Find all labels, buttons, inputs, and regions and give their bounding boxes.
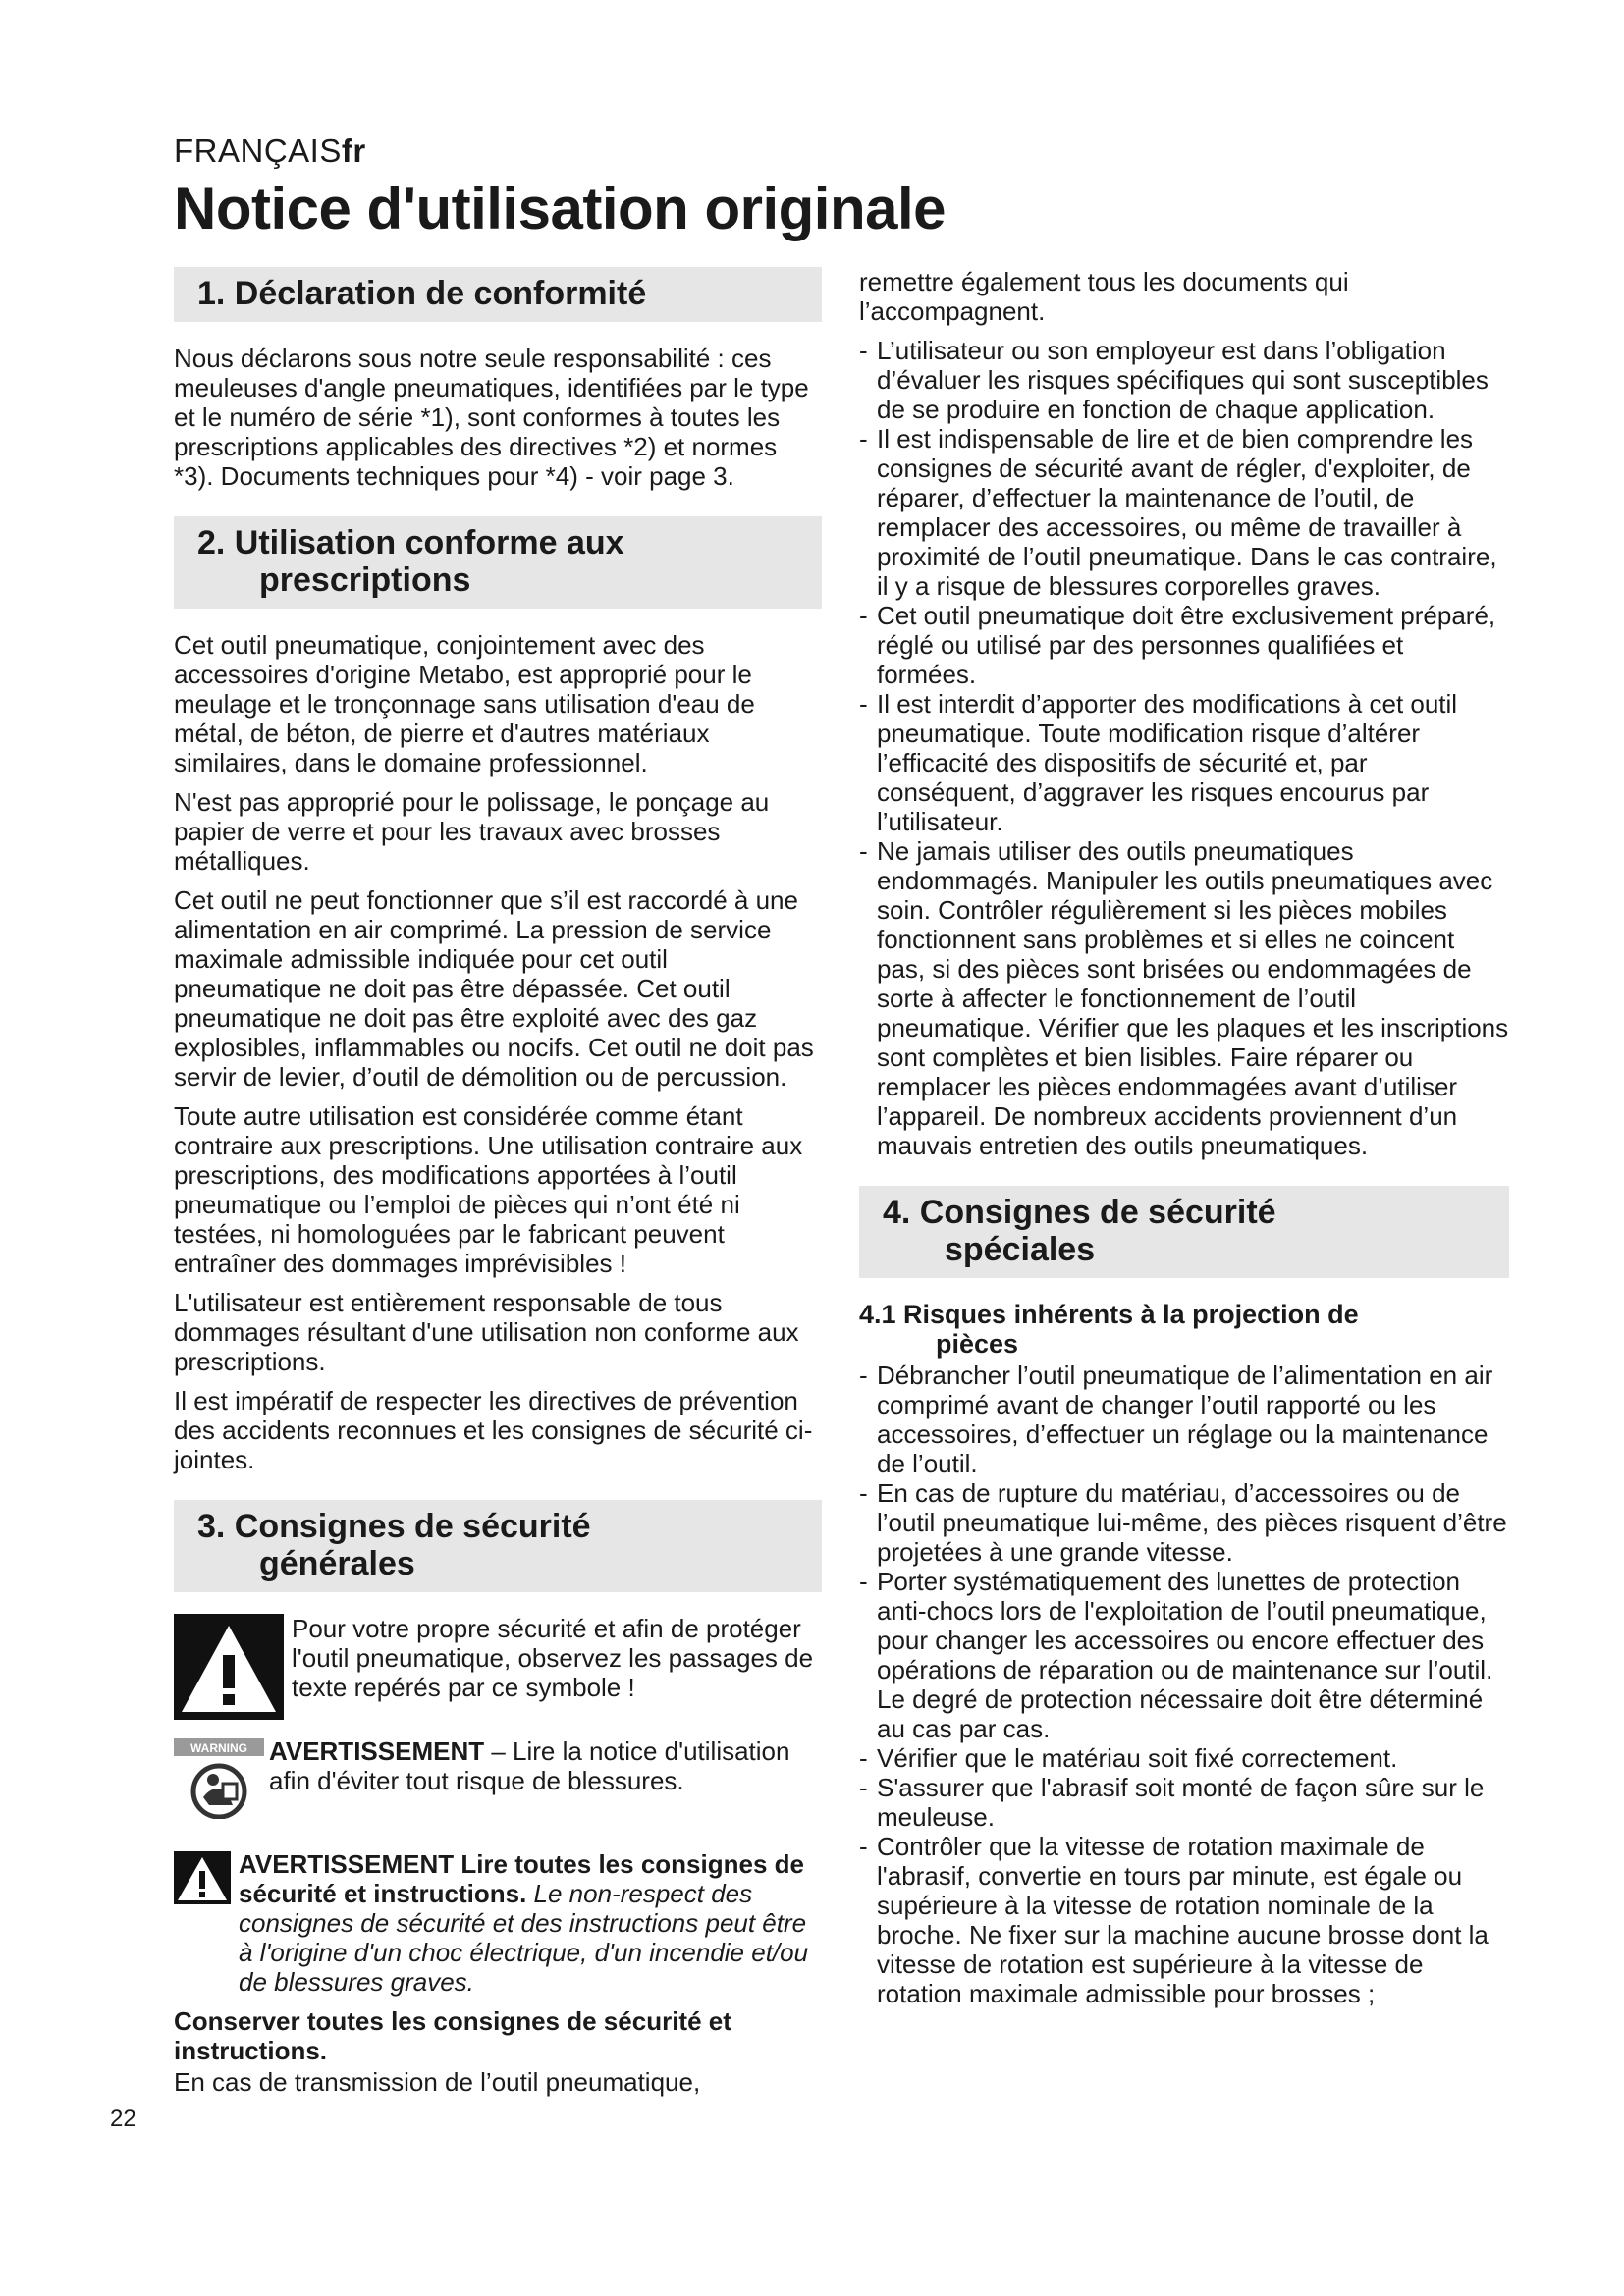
continuation-paragraph: remettre également tous les documents qui l’accompagnent. bbox=[859, 267, 1349, 326]
section-1-heading: 1. Déclaration de conformité bbox=[174, 267, 822, 322]
list-item: - Porter systématiquement des lunettes de protection anti-chocs lors de l'exploitation de l’outil pneumatique, pour changer les accessoires ou encore effectuer des opérations de réparation ou de maintenance sur l’outil. Le degré de protection nécessaire doit être déterminé au cas par cas. bbox=[859, 1567, 1493, 1743]
warning-triangle-icon bbox=[174, 1614, 284, 1720]
section-2-heading: 2. Utilisation conforme aux prescriptions bbox=[174, 516, 822, 609]
transmission-note: En cas de transmission de l’outil pneumatique, bbox=[174, 2067, 701, 2097]
list-item: - Contrôler que la vitesse de rotation maximale de l'abrasif, convertie en tours par minute, est égale ou supérieure à la vitesse de rotation nominale de la broche. Ne fixer sur la machine aucune brosse dont la vitesse de rotation est supérieure à la vitesse de rotation maximale admissible pour brosses ; bbox=[859, 1832, 1489, 2008]
list-item: - Il est interdit d’apporter des modifications à cet outil pneumatique. Toute modification risque d’altérer l’efficacité des dispositifs de sécurité et, par conséquent, d’aggraver les risques encourus par l’utilisateur. bbox=[859, 689, 1458, 836]
warning-symbol-note: Pour votre propre sécurité et afin de protéger l'outil pneumatique, observez les passages de texte repérés par ce symbole ! bbox=[174, 1614, 822, 1725]
list-item: - Il est indispensable de lire et de bien comprendre les consignes de sécurité avant de régler, d'exploiter, de réparer, d’effectuer la maintenance de l’outil, de remplacer des accessoires, ou même de travailler à proximité de l’outil pneumatique. Dans le cas contraire, il y a risque de blessures corporelles graves. bbox=[859, 424, 1497, 601]
general-safety-list bbox=[859, 336, 1509, 1160]
list-item: - Ne jamais utiliser des outils pneumatiques endommagés. Manipuler les outils pneumatiques avec soin. Contrôler régulièrement si les pièces mobiles fonctionnent sans problèmes et si elles ne coincent pas, si des pièces sont brisées ou endommagées de sorte à affecter le fonctionnement de l’outil pneumatique. Vérifier que les plaques et les inscriptions sont complètes et bien lisibles. Faire réparer ou remplacer les pièces endommagées avant d’utiliser l’appareil. De nombreux accidents proviennent d’un mauvais entretien des outils pneumatiques. bbox=[859, 836, 1509, 1160]
list-item: - Débrancher l’outil pneumatique de l’alimentation en air comprimé avant de changer l’outil rapporté ou les accessoires, d’effectuer un réglage ou la maintenance de l’outil. bbox=[859, 1361, 1493, 1478]
projection-risk-list bbox=[859, 1361, 1509, 2008]
intended-use-paragraph-6: Il est impératif de respecter les directives de prévention des accidents reconnues et les consignes de sécurité ci-jointes. bbox=[174, 1386, 813, 1474]
list-item: - En cas de rupture du matériau, d’accessoires ou de l’outil pneumatique lui-même, des pièces risquent d’être projetées à une grande vitesse. bbox=[859, 1478, 1507, 1567]
list-item: - Cet outil pneumatique doit être exclusivement préparé, réglé ou utilisé par des personnes qualifiées et formées. bbox=[859, 601, 1496, 689]
left-column bbox=[174, 267, 822, 2107]
warning-triangle-small-icon bbox=[174, 1851, 231, 1904]
intended-use-paragraph-2: N'est pas approprié pour le polissage, le ponçage au papier de verre et pour les travaux avec brosses métalliques. bbox=[174, 787, 770, 876]
intended-use-paragraph-1: Cet outil pneumatique, conjointement avec des accessoires d'origine Metabo, est approprié pour le meulage et le tronçonnage sans utilisation d'eau de métal, de béton, de pierre et d'autres matériaux similaires, dans le domaine professionnel. bbox=[174, 630, 755, 777]
read-manual-warning: WARNING AVERTISSEMENT – Lire la notice d'utilisation afin d'éviter tout risque de blessures. bbox=[174, 1736, 822, 1824]
intended-use-paragraph-5: L'utilisateur est entièrement responsable de tous dommages résultant d'une utilisation non conforme aux prescriptions. bbox=[174, 1288, 799, 1376]
page-number: 22 bbox=[110, 2106, 136, 2132]
section-4-heading: 4. Consignes de sécurité spéciales bbox=[859, 1186, 1509, 1278]
svg-text:WARNING: WARNING bbox=[190, 1741, 247, 1755]
list-item: - S'assurer que l'abrasif soit monté de façon sûre sur le meuleuse. bbox=[859, 1773, 1485, 1832]
read-manual-icon bbox=[174, 1736, 264, 1819]
page-title: Notice d'utilisation originale bbox=[174, 176, 947, 241]
section-3-heading: 3. Consignes de sécurité générales bbox=[174, 1500, 822, 1592]
subsection-4-1-heading: 4.1 Risques inhérents à la projection de pièces bbox=[859, 1300, 1359, 1359]
right-column bbox=[859, 267, 1509, 2018]
language-label: FRANÇAISfr bbox=[174, 133, 366, 169]
keep-instructions: Conserver toutes les consignes de sécurité et instructions. bbox=[174, 2006, 731, 2065]
intended-use-paragraph-4: Toute autre utilisation est considérée comme étant contraire aux prescriptions. Une utilisation contraire aux prescriptions, des modifications apportées à l’outil pneumatique ou l’emploi de pièces qui n’ont été ni testées, ni homologuées par le fabricant peuvent entraîner des dommages imprévisibles ! bbox=[174, 1101, 803, 1278]
read-all-warning: AVERTISSEMENT Lire toutes les consignes de sécurité et instructions. Le non-respect des consignes de sécurité et des instructions peut être à l'origine d'un choc électrique, d'un incendie et/ou de blessures graves. bbox=[174, 1849, 822, 1997]
list-item: - Vérifier que le matériau soit fixé correctement. bbox=[859, 1743, 1398, 1773]
conformity-paragraph: Nous déclarons sous notre seule responsabilité : ces meuleuses d'angle pneumatiques, identifiées par le type et le numéro de série *1), sont conformes à toutes les prescriptions applicables des directives *2) et normes *3). Documents techniques pour *4) - voir page 3. bbox=[174, 344, 809, 491]
intended-use-paragraph-3: Cet outil ne peut fonctionner que s’il est raccordé à une alimentation en air comprimé. La pression de service maximale admissible indiquée pour cet outil pneumatique ne doit pas être dépassée. Cet outil pneumatique ne doit pas être exploité avec des gaz explosibles, inflammables ou nocifs. Cet outil ne doit pas servir de levier, d’outil de démolition ou de percussion. bbox=[174, 885, 814, 1092]
list-item: - L’utilisateur ou son employeur est dans l’obligation d’évaluer les risques spécifiques qui sont susceptibles de se produire en fonction de chaque application. bbox=[859, 336, 1489, 424]
